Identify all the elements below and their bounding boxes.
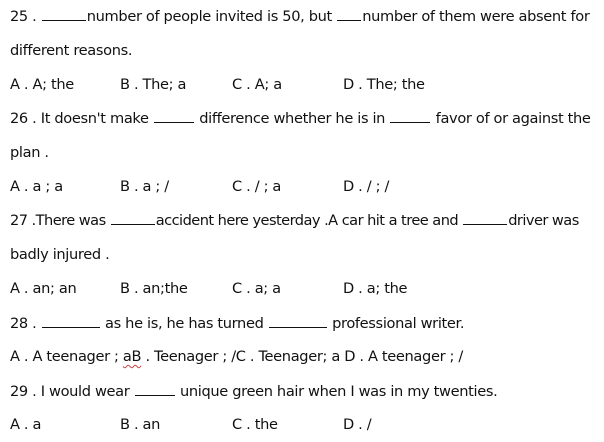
q26-options — [10, 177, 590, 197]
q29-blank-1[interactable] — [135, 381, 175, 396]
q28-text-c: professional writer. — [327, 315, 465, 332]
q27-text-a: 27 .There was — [10, 212, 110, 229]
q25-option-c[interactable]: C . A; a — [232, 76, 282, 93]
q26-stem-line2: plan . — [10, 144, 49, 161]
q29-text-b: unique green hair when I was in my twenties. — [175, 383, 498, 400]
q26-stem-line1 — [10, 108, 591, 129]
q27-option-c[interactable]: C . a; a — [232, 280, 281, 297]
q26-option-d[interactable]: D . / ; / — [343, 178, 390, 195]
q29-option-c[interactable]: C . the — [232, 416, 278, 433]
q27-option-a[interactable]: A . an; an — [10, 280, 77, 297]
q28-stem-line1 — [10, 313, 464, 334]
q28-blank-2[interactable] — [269, 313, 327, 328]
q28-text-b: as he is, he has turned — [100, 315, 268, 332]
q27-text-b: accident here yesterday .A car hit a tree and — [155, 212, 463, 229]
q25-option-b[interactable]: B . The; a — [120, 76, 187, 93]
q29-stem-line1 — [10, 381, 497, 402]
q29-option-b[interactable]: B . an — [120, 416, 161, 433]
q27-option-d[interactable]: D . a; the — [343, 280, 408, 297]
q25-option-d[interactable]: D . The; the — [343, 76, 425, 93]
q28-blank-1[interactable] — [42, 313, 100, 328]
q25-text-c: number of them were absent for — [362, 8, 590, 25]
q28-spellcheck-word: aB — [122, 348, 142, 365]
q26-blank-2[interactable] — [390, 108, 430, 123]
q25-blank-1[interactable] — [42, 6, 86, 21]
q28-options-rest[interactable]: . Teenager ; /C . Teenager; a D . A teenager ; / — [141, 348, 463, 365]
q25-text-a: 25 . — [10, 8, 41, 25]
q25-blank-2[interactable] — [337, 6, 361, 21]
q29-options — [10, 415, 590, 435]
q27-option-b[interactable]: B . an;the — [120, 280, 188, 297]
q28-options-line — [10, 347, 463, 367]
q28-text-a: 28 . — [10, 315, 41, 332]
q26-text-c: favor of or against the — [431, 110, 591, 127]
q29-text-a: 29 . I would wear — [10, 383, 134, 400]
q25-options — [10, 75, 590, 95]
q27-text-c: driver was — [508, 212, 579, 229]
q28-option-a[interactable]: A . A teenager ; — [10, 348, 123, 365]
q26-option-a[interactable]: A . a ; a — [10, 178, 63, 195]
q29-option-a[interactable]: A . a — [10, 416, 42, 433]
q27-options — [10, 279, 590, 299]
q26-text-a: 26 . It doesn't make — [10, 110, 153, 127]
q27-blank-2[interactable] — [463, 210, 507, 225]
q25-text-b: number of people invited is 50, but — [86, 8, 337, 25]
q25-option-a[interactable]: A . A; the — [10, 76, 74, 93]
q26-text-b: difference whether he is in — [194, 110, 390, 127]
q26-option-b[interactable]: B . a ; / — [120, 178, 169, 195]
q25-stem-line2: different reasons. — [10, 42, 133, 59]
q27-stem-line2: badly injured . — [10, 246, 110, 263]
q29-option-d[interactable]: D . / — [343, 416, 372, 433]
q27-blank-1[interactable] — [111, 210, 155, 225]
q26-blank-1[interactable] — [154, 108, 194, 123]
q25-stem-line1 — [10, 6, 589, 27]
q27-stem-line1 — [10, 210, 579, 231]
q26-option-c[interactable]: C . / ; a — [232, 178, 282, 195]
